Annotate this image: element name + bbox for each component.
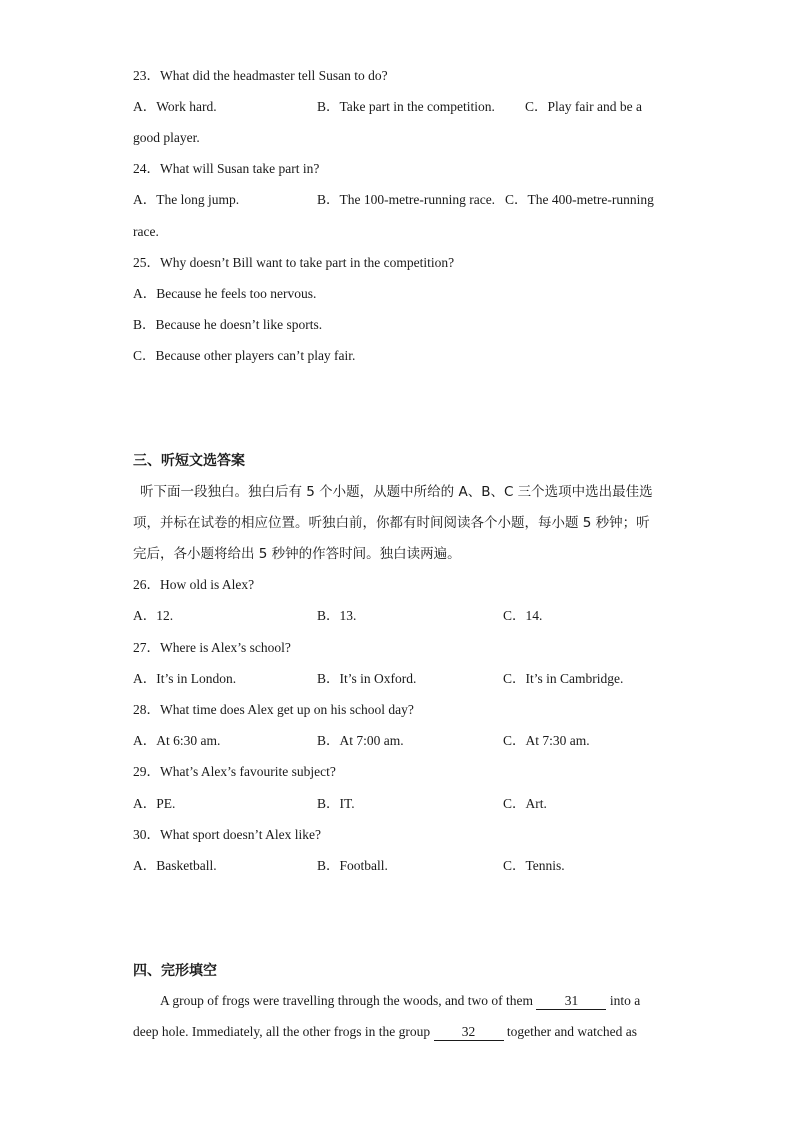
cloze-paragraph-line-1 xyxy=(160,992,640,1010)
section-3-instructions-line-3: 完后，各小题将给出 5 秒钟的作答时间。独白读两遍。 xyxy=(133,546,461,562)
question-29: 29．What’s Alex’s favourite subject? xyxy=(133,764,336,779)
question-23: 23．What did the headmaster tell Susan to do? xyxy=(133,68,388,83)
option-29-c: C．Art. xyxy=(503,796,547,811)
section-3-heading: 三、听短文选答案 xyxy=(133,453,245,469)
cloze-paragraph-line-2 xyxy=(133,1023,637,1041)
option-30-a: A．Basketball. xyxy=(133,858,217,873)
cloze-text: together and watched as xyxy=(503,1024,637,1039)
option-25-c: C．Because other players can’t play fair. xyxy=(133,348,356,363)
section-3-instructions-line-1: 听下面一段独白。独白后有 5 个小题，从题中所给的 A、B、C 三个选项中选出最佳选 xyxy=(140,484,653,500)
option-24-c: C．The 400-metre-running xyxy=(505,192,654,207)
option-24-a: A．The long jump. xyxy=(133,192,240,207)
option-23-c-continued: good player. xyxy=(133,130,200,145)
option-30-b: B．Football. xyxy=(317,858,388,873)
option-30-c: C．Tennis. xyxy=(503,858,565,873)
option-27-b: B．It’s in Oxford. xyxy=(317,671,417,686)
option-26-c: C．14. xyxy=(503,608,543,623)
option-27-c: C．It’s in Cambridge. xyxy=(503,671,624,686)
question-27: 27．Where is Alex’s school? xyxy=(133,640,291,655)
question-28: 28．What time does Alex get up on his school day? xyxy=(133,702,414,717)
question-24: 24．What will Susan take part in? xyxy=(133,161,320,176)
option-29-a: A．PE. xyxy=(133,796,176,811)
option-28-b: B．At 7:00 am. xyxy=(317,733,404,748)
option-24-b: B．The 100-metre-running race. xyxy=(317,192,496,207)
section-4-heading: 四、完形填空 xyxy=(133,963,217,979)
cloze-blank-31: 31 xyxy=(536,993,606,1010)
cloze-text: into a xyxy=(606,993,641,1008)
option-25-a: A．Because he feels too nervous. xyxy=(133,286,317,301)
option-23-b: B．Take part in the competition. xyxy=(317,99,495,114)
cloze-text: deep hole. Immediately, all the other frogs in the group xyxy=(133,1024,434,1039)
question-30: 30．What sport doesn’t Alex like? xyxy=(133,827,321,842)
option-23-c: C．Play fair and be a xyxy=(525,99,642,114)
section-3-instructions-line-2: 项，并标在试卷的相应位置。听独白前，你都有时间阅读各个小题，每小题 5 秒钟；听 xyxy=(133,515,650,531)
cloze-blank-32: 32 xyxy=(434,1024,504,1041)
option-25-b: B．Because he doesn’t like sports. xyxy=(133,317,323,332)
option-23-a: A．Work hard. xyxy=(133,99,217,114)
option-29-b: B．IT. xyxy=(317,796,355,811)
option-28-c: C．At 7:30 am. xyxy=(503,733,590,748)
option-26-b: B．13. xyxy=(317,608,357,623)
option-27-a: A．It’s in London. xyxy=(133,671,237,686)
question-26: 26．How old is Alex? xyxy=(133,577,255,592)
option-24-c-continued: race. xyxy=(133,224,159,239)
question-25: 25．Why doesn’t Bill want to take part in the competition? xyxy=(133,255,455,270)
cloze-text: A group of frogs were travelling through the woods, and two of them xyxy=(160,993,537,1008)
option-26-a: A．12. xyxy=(133,608,174,623)
option-28-a: A．At 6:30 am. xyxy=(133,733,221,748)
